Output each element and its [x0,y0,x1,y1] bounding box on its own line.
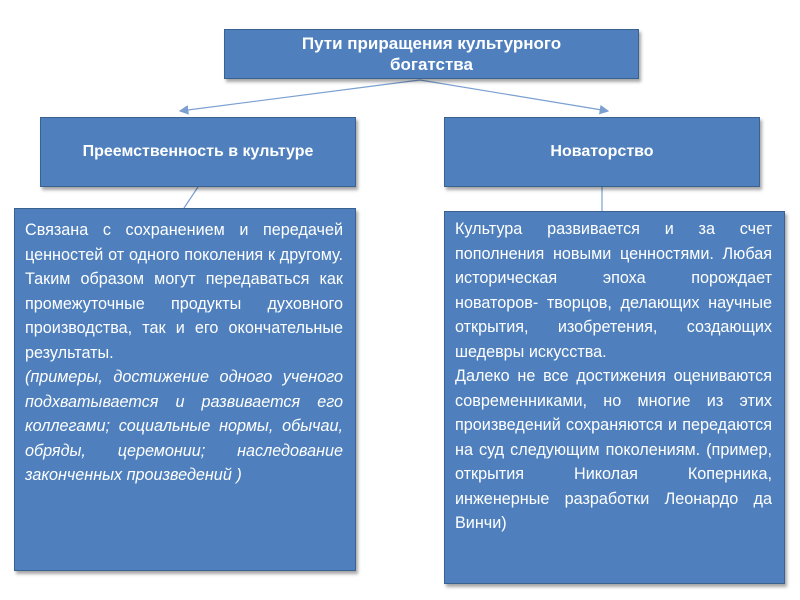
arrow-to-innovation [420,80,608,111]
innovation-description: Культура развивается и за счет пополнения новыми ценностями. Любая историческая эпоха порождает новаторов- творцов, делающих научные открытия, изобретения, создающих шедевры искусства. [455,220,772,361]
arrow-to-continuity [180,80,420,111]
continuity-description: Связана с сохранением и передачей ценностей от одного поколения к другому. Таким образом могут передаваться как промежуточные продукты духовного производства, так и его окончательные результаты. [25,221,343,362]
continuity-heading: Преемственность в культуре [82,143,314,160]
innovation-details-box [444,211,785,584]
diagram-title: Пути приращения культурного богатства [301,34,562,74]
continuity-examples: (примеры, достижение одного ученого подхватывается и развивается его коллегами; социальные нормы, обычаи, обряды, церемонии; наследование законченных произведений ) [25,368,343,484]
continuity-heading-box [40,117,356,187]
diagram-title-box [224,29,639,79]
link-continuity-details [184,187,198,208]
innovation-heading-box [444,117,760,187]
innovation-heading: Новаторство [550,143,654,160]
continuity-details-box [14,208,356,571]
innovation-recognition: Далеко не все достижения оцениваются современниками, но многие из этих произведений сохраняются и передаются на суд следующим поколениям. (пример, открытия Николая Коперника, инженерные разработки Леонардо да Винчи) [455,367,772,532]
